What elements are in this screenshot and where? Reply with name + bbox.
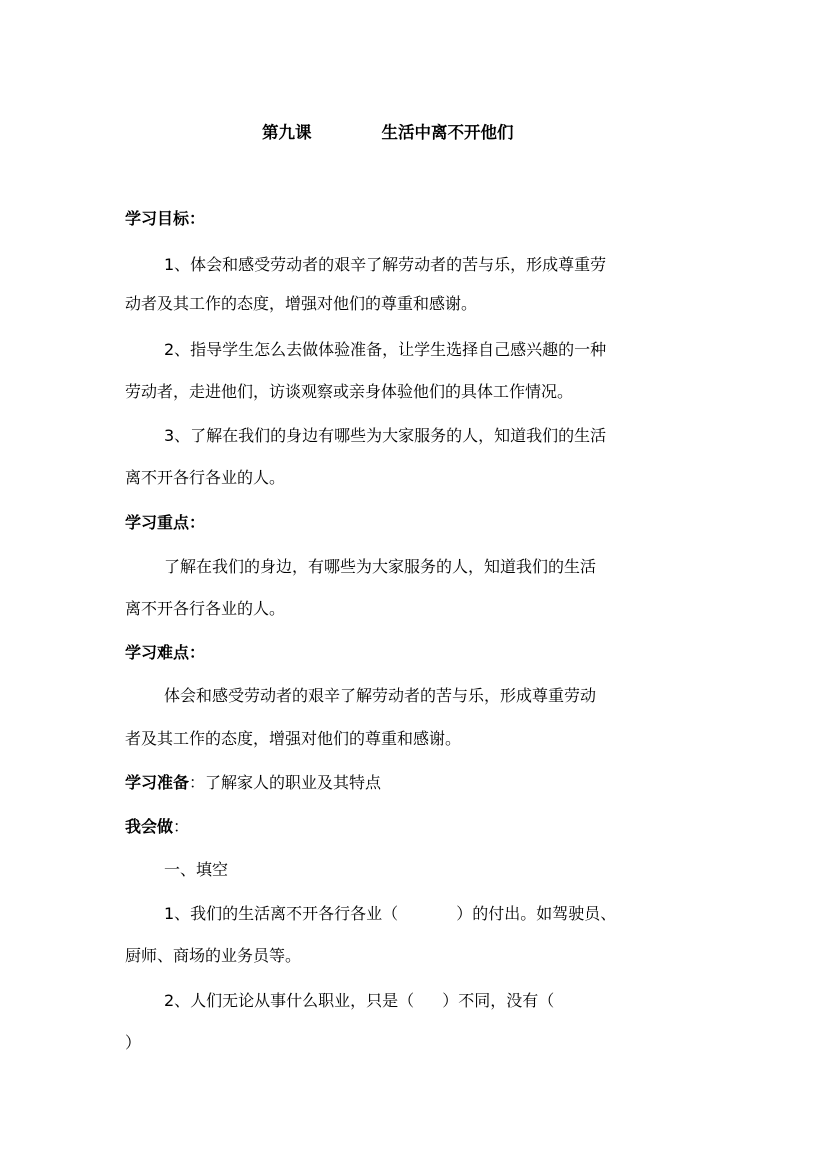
objectives-heading: 学习目标： bbox=[125, 209, 206, 228]
i-can-do-heading: 我会做 bbox=[125, 817, 174, 836]
lesson-number: 第九课 bbox=[262, 123, 312, 142]
fill-blank-section-title: 一、填空 bbox=[164, 860, 229, 879]
page-title bbox=[262, 121, 514, 145]
i-can-do-line bbox=[125, 815, 189, 839]
difficulties-heading: 学习难点： bbox=[125, 643, 206, 662]
question-1-line-2: 厨师、商场的业务员等。 bbox=[125, 946, 302, 965]
objective-3-line-1: 3、了解在我们的身边有哪些为大家服务的人，知道我们的生活 bbox=[164, 426, 607, 445]
key-points-line-1: 了解在我们的身边，有哪些为大家服务的人，知道我们的生活 bbox=[164, 557, 597, 576]
objective-1-line-2: 动者及其工作的态度，增强对他们的尊重和感谢。 bbox=[125, 294, 478, 313]
difficulties-line-1: 体会和感受劳动者的艰辛了解劳动者的苦与乐，形成尊重劳动 bbox=[164, 686, 597, 705]
objective-2-line-2: 劳动者，走进他们，访谈观察或亲身体验他们的具体工作情况。 bbox=[125, 382, 574, 401]
objective-1-line-1: 1、体会和感受劳动者的艰辛了解劳动者的苦与乐，形成尊重劳 bbox=[164, 255, 607, 274]
preparation-line bbox=[125, 771, 381, 795]
objective-3-line-2: 离不开各行各业的人。 bbox=[125, 468, 286, 487]
question-1-part-1: 1、我们的生活离不开各行各业（ bbox=[164, 904, 399, 923]
question-2-line-1 bbox=[164, 989, 554, 1013]
question-2-line-2: ） bbox=[125, 1033, 142, 1052]
lesson-name: 生活中离不开他们 bbox=[381, 123, 514, 142]
question-2-part-2: ）不同，没有（ bbox=[442, 991, 555, 1010]
question-1-line-1 bbox=[164, 902, 616, 926]
i-can-do-colon: ： bbox=[173, 817, 190, 836]
question-1-part-2: ）的付出。如驾驶员、 bbox=[456, 904, 617, 923]
key-points-line-2: 离不开各行各业的人。 bbox=[125, 599, 286, 618]
key-points-heading: 学习重点： bbox=[125, 513, 206, 532]
objective-2-line-1: 2、指导学生怎么去做体验准备，让学生选择自己感兴趣的一种 bbox=[164, 340, 607, 359]
preparation-text: ：了解家人的职业及其特点 bbox=[189, 773, 382, 792]
question-2-part-1: 2、人们无论从事什么职业，只是（ bbox=[164, 991, 415, 1010]
difficulties-line-2: 者及其工作的态度，增强对他们的尊重和感谢。 bbox=[125, 729, 462, 748]
preparation-heading: 学习准备 bbox=[125, 773, 190, 792]
